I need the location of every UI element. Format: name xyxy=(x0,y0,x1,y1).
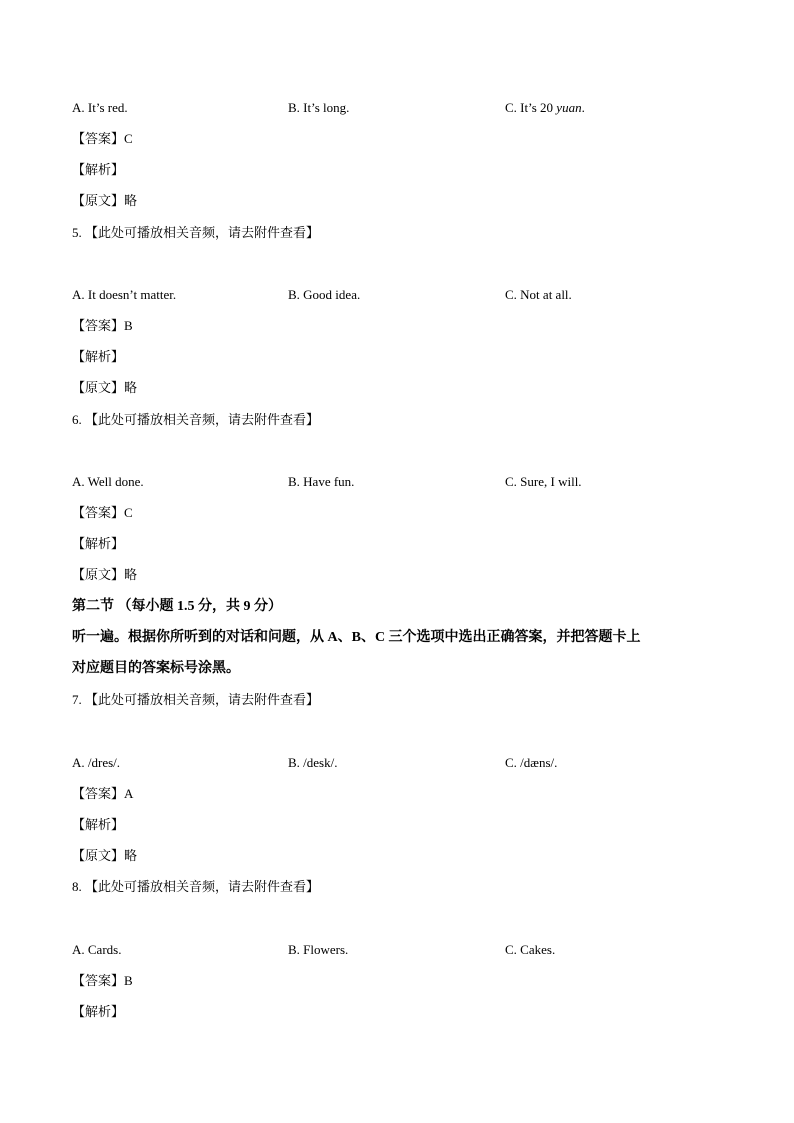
q7-option-c: C. /dæns/. xyxy=(505,755,558,770)
q4-option-c-italic: yuan xyxy=(556,100,582,115)
q4-option-a: A. It’s red. xyxy=(72,100,128,115)
q6-option-a: A. Well done. xyxy=(72,474,144,489)
q7-prompt: 7. 【此处可播放相关音频，请去附件查看】 xyxy=(72,692,320,707)
q5-option-b: B. Good idea. xyxy=(288,287,361,302)
q6-answer: 【答案】C xyxy=(72,505,133,520)
q8-answer: 【答案】B xyxy=(72,973,133,988)
q6-option-b: B. Have fun. xyxy=(288,474,355,489)
q8-option-c: C. Cakes. xyxy=(505,942,556,957)
q6-option-c: C. Sure, I will. xyxy=(505,474,582,489)
q5-prompt: 5. 【此处可播放相关音频，请去附件查看】 xyxy=(72,225,320,240)
q7-option-a: A. /dres/. xyxy=(72,755,121,770)
q8-option-b: B. Flowers. xyxy=(288,942,349,957)
q7-option-b: B. /desk/. xyxy=(288,755,338,770)
q5-option-c: C. Not at all. xyxy=(505,287,572,302)
q4-option-c xyxy=(505,100,585,116)
q6-original: 【原文】略 xyxy=(72,567,138,582)
q4-original: 【原文】略 xyxy=(72,193,138,208)
q4-answer: 【答案】C xyxy=(72,131,133,146)
q8-prompt: 8. 【此处可播放相关音频，请去附件查看】 xyxy=(72,879,320,894)
q5-option-a: A. It doesn’t matter. xyxy=(72,287,177,302)
section2-instruction-1: 听一遍。根据你所听到的对话和问题，从 A、B、C 三个选项中选出正确答案，并把答题卡上 xyxy=(72,630,641,645)
section2-title: 第二节 （每小题 1.5 分，共 9 分） xyxy=(72,599,282,614)
q4-option-c-tail: . xyxy=(581,100,585,115)
q4-option-c-text: C. It’s 20 xyxy=(505,100,557,115)
q4-analysis: 【解析】 xyxy=(72,162,125,177)
q7-analysis: 【解析】 xyxy=(72,817,125,832)
q6-prompt: 6. 【此处可播放相关音频，请去附件查看】 xyxy=(72,412,320,427)
q4-option-b: B. It’s long. xyxy=(288,100,350,115)
q5-original: 【原文】略 xyxy=(72,380,138,395)
q7-answer: 【答案】A xyxy=(72,786,134,801)
q5-analysis: 【解析】 xyxy=(72,349,125,364)
q8-option-a: A. Cards. xyxy=(72,942,122,957)
q5-answer: 【答案】B xyxy=(72,318,133,333)
q7-original: 【原文】略 xyxy=(72,848,138,863)
section2-instruction-2: 对应题目的答案标号涂黑。 xyxy=(72,661,240,676)
q8-analysis: 【解析】 xyxy=(72,1004,125,1019)
q6-analysis: 【解析】 xyxy=(72,536,125,551)
